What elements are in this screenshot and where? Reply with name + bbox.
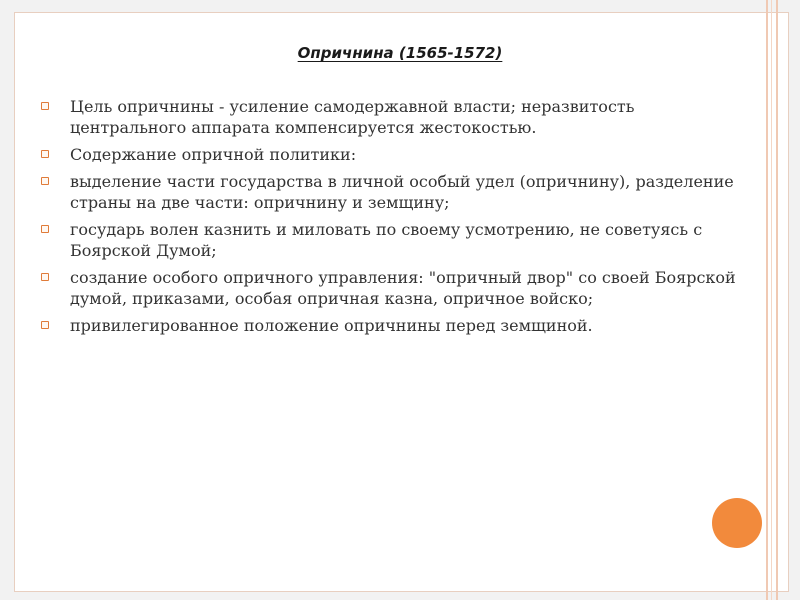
bullet-text: государь волен казнить и миловать по своему усмотрению, не советуясь с Боярской Думой; <box>70 220 703 260</box>
bullet-square-icon <box>41 102 49 110</box>
slide-title: Опричнина (1565-1572) <box>297 44 503 62</box>
bullet-item <box>40 267 745 309</box>
bullet-square-icon <box>41 225 49 233</box>
bullet-item <box>40 144 745 165</box>
bullet-item <box>40 96 745 138</box>
bullet-square-icon <box>41 273 49 281</box>
decorative-rule <box>771 0 772 600</box>
bullet-item <box>40 219 745 261</box>
bullet-item <box>40 171 745 213</box>
bullet-list <box>40 96 745 342</box>
bullet-text: Содержание опричной политики: <box>70 145 357 164</box>
bullet-square-icon <box>41 150 49 158</box>
bullet-item <box>40 315 745 336</box>
bullet-text: выделение части государства в личной особый удел (опричнину), разделение страны на две части: опричнину и земщину; <box>70 172 734 212</box>
bullet-square-icon <box>41 177 49 185</box>
decorative-rule <box>766 0 768 600</box>
bullet-text: привилегированное положение опричнины перед земщиной. <box>70 316 593 335</box>
bullet-text: создание особого опричного управления: "опричный двор" со своей Боярской думой, приказами, особая опричная казна, опричное войско; <box>70 268 736 308</box>
bullet-text: Цель опричнины - усиление самодержавной власти; неразвитость центрального аппарата компенсируется жестокостью. <box>70 97 635 137</box>
decorative-rule <box>776 0 778 600</box>
bullet-square-icon <box>41 321 49 329</box>
decorative-orange-circle <box>712 498 762 548</box>
